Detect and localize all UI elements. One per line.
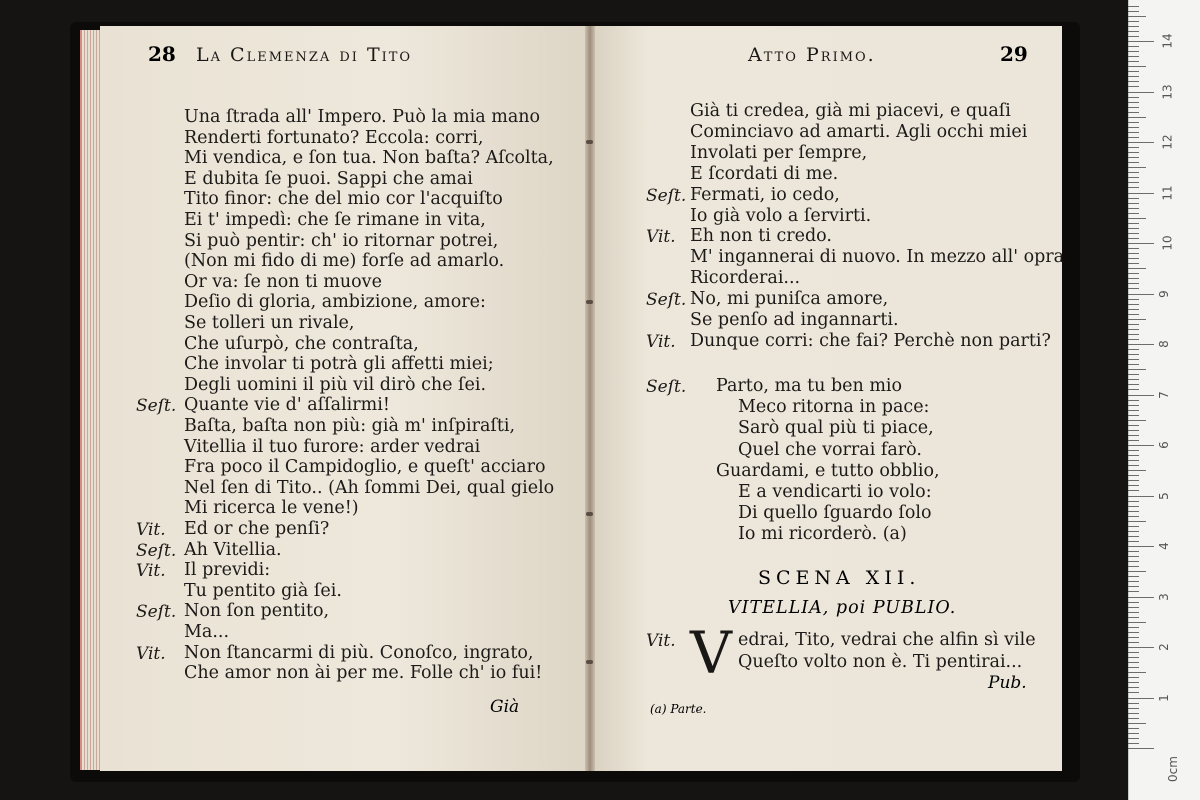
right-page-line: Fermati, io cedo, xyxy=(690,184,840,205)
ruler-number: 5 xyxy=(1156,491,1171,500)
ruler-tick xyxy=(1128,425,1139,426)
ruler-tick xyxy=(1128,516,1139,517)
ruler-tick xyxy=(1128,268,1146,269)
ruler-tick xyxy=(1128,187,1139,188)
ruler-tick xyxy=(1128,713,1139,714)
ruler-tick xyxy=(1128,496,1154,497)
ruler-tick xyxy=(1128,142,1154,143)
ruler-tick xyxy=(1128,531,1139,532)
left-page-line: Non ſtancarmi di più. Conoſco, ingrato, xyxy=(184,642,534,663)
left-page-line: Ma... xyxy=(184,622,230,642)
ruler-number: 7 xyxy=(1156,390,1171,399)
speaker-label: Vit. xyxy=(646,331,676,352)
binding-stitch xyxy=(586,300,593,304)
ruler-tick xyxy=(1128,243,1154,244)
ruler-tick xyxy=(1128,309,1139,310)
speaker-label: Vit. xyxy=(646,227,676,248)
ruler-tick xyxy=(1128,107,1139,108)
left-page-line: Ah Vitellia. xyxy=(184,539,282,560)
left-page-line: Si può pentir: ch' io ritornar potrei, xyxy=(184,230,499,251)
binding-stitch xyxy=(586,660,593,664)
ruler-number: 13 xyxy=(1160,83,1175,100)
right-page-line: Cominciavo ad amarti. Agli occhi miei xyxy=(690,121,1028,142)
ruler-number: 12 xyxy=(1160,134,1175,150)
right-catchword: Pub. xyxy=(988,673,1027,693)
speaker-label: Seſt. xyxy=(646,290,687,311)
aria-line: Meco ritorna in pace: xyxy=(738,397,930,418)
right-page-line: Ricorderai... xyxy=(690,268,801,289)
ruler-tick xyxy=(1128,642,1139,643)
left-page-line: Non ſon pentito, xyxy=(184,601,330,622)
ruler-tick xyxy=(1128,637,1139,638)
ruler-tick xyxy=(1128,743,1139,744)
aria-line: Io mi ricorderò. (a) xyxy=(738,524,907,545)
left-catchword: Già xyxy=(490,697,520,717)
speaker-label: Seſt. xyxy=(646,185,687,206)
ruler-tick xyxy=(1128,283,1139,284)
ruler-tick xyxy=(1128,329,1139,330)
ruler-tick xyxy=(1128,66,1146,67)
scene-speaker: Vit. xyxy=(646,631,676,651)
ruler-tick xyxy=(1128,203,1139,204)
ruler-tick xyxy=(1128,16,1146,17)
ruler-tick xyxy=(1128,354,1139,355)
ruler-tick xyxy=(1128,420,1146,421)
ruler-tick xyxy=(1128,278,1139,279)
ruler-tick xyxy=(1128,71,1139,72)
ruler-tick xyxy=(1128,223,1139,224)
ruler-tick xyxy=(1128,6,1139,7)
left-page-line: Nel ſen di Tito.. (Ah ſommi Dei, qual gielo xyxy=(184,477,555,498)
speaker-label: Seſt. xyxy=(136,540,177,561)
ruler-number: 8 xyxy=(1156,340,1171,348)
left-page-line: (Non mi fido di me) forſe ad amarlo. xyxy=(184,251,505,272)
left-page-line: Che uſurpò, che contraſta, xyxy=(184,333,419,354)
ruler-tick xyxy=(1128,400,1139,401)
right-page-line: Eh non ti credo. xyxy=(690,226,832,247)
ruler-tick xyxy=(1128,253,1139,254)
ruler-tick xyxy=(1128,304,1139,305)
ruler-tick xyxy=(1128,541,1139,542)
ruler-tick xyxy=(1128,607,1139,608)
left-page-line: Baſta, baſta non più: già m' inſpiraſti, xyxy=(184,416,516,436)
ruler-tick xyxy=(1128,612,1139,613)
left-page-line: Mi vendica, e ſon tua. Non baſta? Aſcolta, xyxy=(184,148,554,169)
ruler-tick xyxy=(1128,299,1139,300)
ruler-tick xyxy=(1128,475,1139,476)
ruler-tick xyxy=(1128,369,1146,370)
left-page-line: Or va: ſe non ti muove xyxy=(184,271,382,292)
footnote: (a) Parte. xyxy=(650,702,707,716)
ruler-tick xyxy=(1128,389,1139,390)
ruler-tick xyxy=(1128,122,1139,123)
right-page-line: Io già volo a ſervirti. xyxy=(690,205,872,226)
ruler-tick xyxy=(1128,566,1139,567)
right-page-line: Se penſo ad ingannarti. xyxy=(690,310,899,330)
ruler-tick xyxy=(1128,677,1139,678)
ruler-tick xyxy=(1128,632,1139,633)
speaker-label: Vit. xyxy=(136,561,166,582)
ruler-unit-label: 0cm xyxy=(1165,756,1180,782)
ruler-tick xyxy=(1128,46,1139,47)
left-page-number: 28 xyxy=(148,42,176,66)
right-page-line: E ſcordati di me. xyxy=(690,163,839,184)
aria-line: Guardami, e tutto obblio, xyxy=(716,460,940,481)
ruler-tick xyxy=(1128,11,1139,12)
scene-line-2: Queſto volto non è. Ti pentirai... xyxy=(738,652,1023,672)
left-page-line: Fra poco il Campidoglio, e queſt' acciaro xyxy=(184,457,546,478)
ruler-tick xyxy=(1128,687,1139,688)
right-page-number: 29 xyxy=(1000,42,1028,66)
ruler-tick xyxy=(1128,738,1139,739)
ruler-tick xyxy=(1128,182,1139,183)
ruler-tick xyxy=(1128,288,1139,289)
ruler-tick xyxy=(1128,218,1146,219)
ruler-number: 1 xyxy=(1156,693,1171,702)
ruler-tick xyxy=(1128,667,1139,668)
ruler-tick xyxy=(1128,698,1154,699)
ruler-tick xyxy=(1128,703,1139,704)
ruler-number: 10 xyxy=(1160,235,1175,251)
ruler-tick xyxy=(1128,652,1139,653)
ruler-tick xyxy=(1128,435,1139,436)
ruler-tick xyxy=(1128,334,1139,335)
ruler-tick xyxy=(1128,581,1139,582)
ruler-number: 11 xyxy=(1160,184,1175,201)
speaker-label: Vit. xyxy=(136,520,166,540)
right-page-line: Già ti credea, già mi piacevi, e quaſi xyxy=(690,101,1011,121)
ruler-tick xyxy=(1128,465,1139,466)
ruler-tick xyxy=(1128,147,1139,148)
ruler-tick xyxy=(1128,546,1154,547)
ruler-tick xyxy=(1128,31,1139,32)
speaker-label: Vit. xyxy=(136,643,166,664)
ruler-tick xyxy=(1128,97,1139,98)
ruler-tick xyxy=(1128,263,1139,264)
ruler-tick xyxy=(1128,21,1139,22)
ruler-tick xyxy=(1128,410,1139,411)
ruler-tick xyxy=(1128,571,1146,572)
ruler-tick xyxy=(1128,440,1139,441)
ruler-tick xyxy=(1128,415,1139,416)
ruler-tick xyxy=(1128,61,1139,62)
ruler-tick xyxy=(1128,379,1139,380)
ruler-tick xyxy=(1128,81,1139,82)
left-page-line: Se tolleri un rivale, xyxy=(184,313,355,333)
ruler-tick xyxy=(1128,536,1139,537)
ruler-tick xyxy=(1128,748,1154,749)
left-page-line: Deſio di gloria, ambizione, amore: xyxy=(184,292,486,313)
ruler-tick xyxy=(1128,718,1139,719)
ruler-tick xyxy=(1128,228,1139,229)
left-page-line: Il previdi: xyxy=(184,560,271,581)
ruler-tick xyxy=(1128,627,1139,628)
ruler-tick xyxy=(1128,137,1139,138)
ruler-tick xyxy=(1128,521,1146,522)
ruler-tick xyxy=(1128,501,1139,502)
right-page-line: Dunque corri: che fai? Perchè non parti? xyxy=(690,330,1051,351)
left-page-line: Mi ricerca le vene!) xyxy=(184,498,359,519)
ruler-tick xyxy=(1128,324,1139,325)
ruler-tick xyxy=(1128,374,1139,375)
left-page-line: Che involar ti potrà gli affetti miei; xyxy=(184,354,494,375)
ruler-tick xyxy=(1128,51,1139,52)
ruler-tick xyxy=(1128,384,1139,385)
ruler-tick xyxy=(1128,36,1139,37)
ruler-tick xyxy=(1128,602,1139,603)
ruler-number: 9 xyxy=(1156,289,1171,298)
left-running-head: La Clemenza di Tito xyxy=(196,44,413,66)
left-page-line: E dubita ſe puoi. Sappi che amai xyxy=(184,168,473,189)
ruler-tick xyxy=(1128,157,1139,158)
ruler-tick xyxy=(1128,672,1146,673)
scene-persons: VITELLIA, poi PUBLIO. xyxy=(728,598,957,618)
ruler-tick xyxy=(1128,647,1154,648)
ruler-tick xyxy=(1128,455,1139,456)
ruler-tick xyxy=(1128,319,1146,320)
ruler-tick xyxy=(1128,294,1154,295)
ruler-tick xyxy=(1128,551,1139,552)
ruler-tick xyxy=(1128,162,1139,163)
left-page-line: Degli uomini il più vil dirò che ſei. xyxy=(184,374,487,395)
ruler-tick xyxy=(1128,723,1146,724)
ruler-tick xyxy=(1128,314,1139,315)
ruler-tick xyxy=(1128,258,1139,259)
ruler-number: 4 xyxy=(1156,542,1171,550)
ruler-tick xyxy=(1128,86,1139,87)
ruler-tick xyxy=(1128,112,1139,113)
right-page-line: M' ingannerai di nuovo. In mezzo all' opra xyxy=(690,247,1065,268)
left-page-line: Tito finor: che del mio cor l'acquiſto xyxy=(184,189,503,210)
ruler-tick xyxy=(1128,238,1139,239)
ruler-tick xyxy=(1128,430,1139,431)
ruler-tick xyxy=(1128,193,1154,194)
ruler-number: 6 xyxy=(1156,441,1171,449)
aria-line: Parto, ma tu ben mio xyxy=(716,376,903,396)
aria-line: Quel che vorrai farò. xyxy=(738,439,922,460)
ruler-tick xyxy=(1128,167,1146,168)
ruler-tick xyxy=(1128,349,1139,350)
ruler-tick xyxy=(1128,682,1139,683)
left-page-line: Quante vie d' aſſalirmi! xyxy=(184,395,390,416)
ruler-tick xyxy=(1128,127,1139,128)
ruler-tick xyxy=(1128,597,1154,598)
ruler-tick xyxy=(1128,591,1139,592)
ruler-tick xyxy=(1128,76,1139,77)
ruler-tick xyxy=(1128,208,1139,209)
ruler-tick xyxy=(1128,485,1139,486)
aria-speaker: Seſt. xyxy=(646,377,687,397)
ruler-tick xyxy=(1128,117,1146,118)
ruler-tick xyxy=(1128,506,1139,507)
ruler-tick xyxy=(1128,92,1154,93)
binding-stitch xyxy=(586,140,593,144)
binding-stitch xyxy=(586,512,593,516)
ruler-tick xyxy=(1128,172,1139,173)
ruler-tick xyxy=(1128,177,1139,178)
ruler-tick xyxy=(1128,657,1139,658)
aria-line: Sarò qual più ti piace, xyxy=(738,418,934,439)
aria-line: E a vendicarti io volo: xyxy=(738,482,932,502)
ruler-tick xyxy=(1128,273,1139,274)
ruler-tick xyxy=(1128,152,1139,153)
right-page-line: No, mi puniſca amore, xyxy=(690,289,889,310)
ruler-number: 14 xyxy=(1160,33,1175,49)
ruler-tick xyxy=(1128,248,1139,249)
ruler-number: 2 xyxy=(1156,643,1171,651)
ruler-tick xyxy=(1128,470,1146,471)
ruler-tick xyxy=(1128,198,1139,199)
ruler-tick xyxy=(1128,56,1139,57)
ruler-tick xyxy=(1128,344,1154,345)
ruler-tick xyxy=(1128,586,1139,587)
left-page-line: Una ſtrada all' Impero. Può la mia mano xyxy=(184,107,541,127)
scene-line-1: edrai, Tito, vedrai che alfin sì vile xyxy=(738,630,1036,650)
speaker-label: Seſt. xyxy=(136,396,177,417)
left-page-line: Ei t' impedì: che ſe rimane in vita, xyxy=(184,210,486,230)
ruler-tick xyxy=(1128,561,1139,562)
speaker-label: Seſt. xyxy=(136,602,177,623)
ruler-tick xyxy=(1128,576,1139,577)
ruler-tick xyxy=(1128,445,1154,446)
right-running-head: Atto Primo. xyxy=(748,44,876,66)
ruler-tick xyxy=(1128,460,1139,461)
left-page-line: Che amor non ài per me. Folle ch' io fui! xyxy=(184,663,543,684)
ruler-tick xyxy=(1128,692,1139,693)
ruler-tick xyxy=(1128,132,1139,133)
ruler-tick xyxy=(1128,526,1139,527)
left-page-line: Ed or che penſi? xyxy=(184,519,330,539)
ruler-tick xyxy=(1128,213,1139,214)
ruler-tick xyxy=(1128,395,1154,396)
right-page-line: Involati per ſempre, xyxy=(690,142,868,163)
drop-cap: V xyxy=(690,619,732,687)
ruler-tick xyxy=(1128,102,1139,103)
ruler-tick xyxy=(1128,405,1139,406)
ruler-number: 3 xyxy=(1156,592,1171,601)
ruler-tick xyxy=(1128,617,1139,618)
left-page-line: Tu pentito già ſei. xyxy=(184,580,342,601)
ruler-tick xyxy=(1128,511,1139,512)
aria-line: Di quello ſguardo ſolo xyxy=(738,503,932,524)
ruler-tick xyxy=(1128,41,1154,42)
ruler-tick xyxy=(1128,359,1139,360)
ruler-tick xyxy=(1128,490,1139,491)
left-page-line: Renderti fortunato? Eccola: corri, xyxy=(184,127,484,148)
ruler-tick xyxy=(1128,728,1139,729)
ruler-tick xyxy=(1128,622,1146,623)
scene-title: SCENA XII. xyxy=(758,567,921,589)
ruler-tick xyxy=(1128,708,1139,709)
ruler-tick xyxy=(1128,662,1139,663)
ruler-tick xyxy=(1128,26,1139,27)
ruler-tick xyxy=(1128,364,1139,365)
ruler-tick xyxy=(1128,556,1139,557)
ruler-tick xyxy=(1128,450,1139,451)
ruler-tick xyxy=(1128,233,1139,234)
ruler-tick xyxy=(1128,339,1139,340)
ruler-tick xyxy=(1128,480,1139,481)
left-page-line: Vitellia il tuo furore: arder vedrai xyxy=(184,436,481,457)
ruler-tick xyxy=(1128,733,1139,734)
